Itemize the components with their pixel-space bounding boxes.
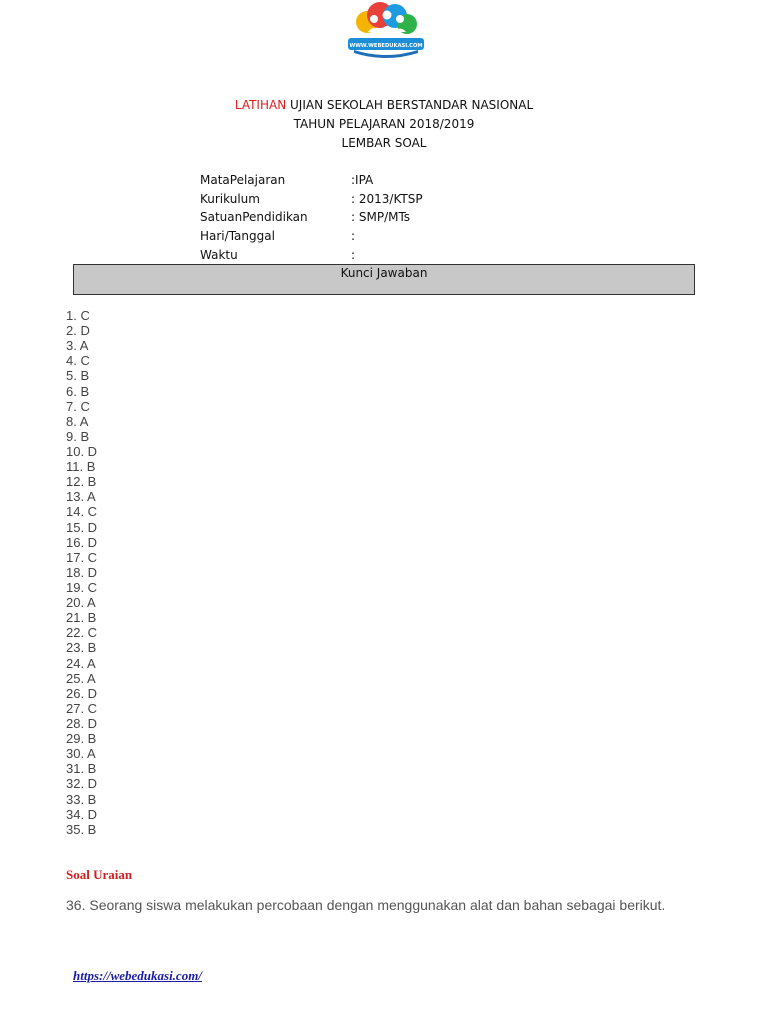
answer-item: 34. D [66,806,98,822]
answer-item: 21. B [66,610,97,626]
exam-info [200,171,423,264]
answer-item: 8. A [66,413,89,429]
footer-link[interactable]: https://webedukasi.com/ [73,968,202,983]
answer-item: 23. B [66,640,97,656]
answer-item: 19. C [66,579,98,595]
logo-icon [340,0,432,60]
answer-item: 30. A [66,746,96,762]
header-highlight: LATIHAN [234,98,287,112]
answer-item: 7. C [66,398,90,414]
answer-list [66,308,97,837]
answer-item: 28. D [66,715,98,731]
info-value: :IPA [351,173,374,187]
answer-item: 5. B [66,368,90,384]
header-line-3: LEMBAR SOAL [341,136,427,150]
answer-item: 16. D [66,534,98,550]
answer-item: 14. C [66,504,98,520]
info-label: Waktu [200,247,238,262]
info-row-date [200,227,423,246]
answer-item: 24. A [66,655,96,671]
header-line-1 [0,96,768,115]
info-label: Hari/Tanggal [200,229,275,244]
info-label: Kurikulum [200,191,260,206]
info-value: : [351,229,356,244]
answer-item: 27. C [66,700,98,716]
answer-item: 20. A [66,595,96,611]
answer-item: 6. B [66,383,90,399]
info-row-time [200,246,423,265]
answer-item: 13. A [66,489,96,505]
answer-item: 4. C [66,353,90,369]
essay-section-title: Soal Uraian [66,867,133,882]
answer-item: 10. D [66,443,98,459]
info-value: : 2013/KTSP [351,191,423,206]
info-row-subject [200,171,423,190]
answer-item: 18. D [66,564,98,580]
essay-question-36: 36. Seorang siswa melakukan percobaan dengan menggunakan alat dan bahan sebagai berikut. [66,897,666,913]
answer-item: 32. D [66,776,98,792]
logo-text: WWW.WEBEDUKASI.COM [349,43,423,49]
answer-item: 2. D [66,323,90,339]
answer-item: 29. B [66,731,97,747]
webedukasi-logo [340,0,432,60]
answer-item: 11. B [66,459,96,475]
answer-item: 3. A [66,338,89,354]
answer-item: 26. D [66,685,98,701]
answer-item: 9. B [66,428,90,444]
header-title: UJIAN SEKOLAH BERSTANDAR NASIONAL [286,98,534,112]
document-header [0,96,768,153]
answer-item: 17. C [66,549,98,565]
info-label: SatuanPendidikan [200,210,308,225]
answer-key-banner: Kunci Jawaban [73,264,695,295]
info-value: : SMP/MTs [351,210,411,225]
info-row-school-level [200,208,423,227]
info-value: : [351,247,356,262]
answer-item: 22. C [66,625,98,641]
answer-item: 31. B [66,761,97,777]
answer-item: 33. B [66,791,97,807]
answer-item: 15. D [66,519,98,535]
info-row-curriculum [200,190,423,209]
answer-item: 1. C [66,308,90,323]
answer-item: 35. B [66,821,97,837]
answer-item: 25. A [66,670,96,686]
answer-item: 12. B [66,474,97,490]
info-label: MataPelajaran [200,173,286,187]
header-line-2: TAHUN PELAJARAN 2018/2019 [293,117,475,131]
